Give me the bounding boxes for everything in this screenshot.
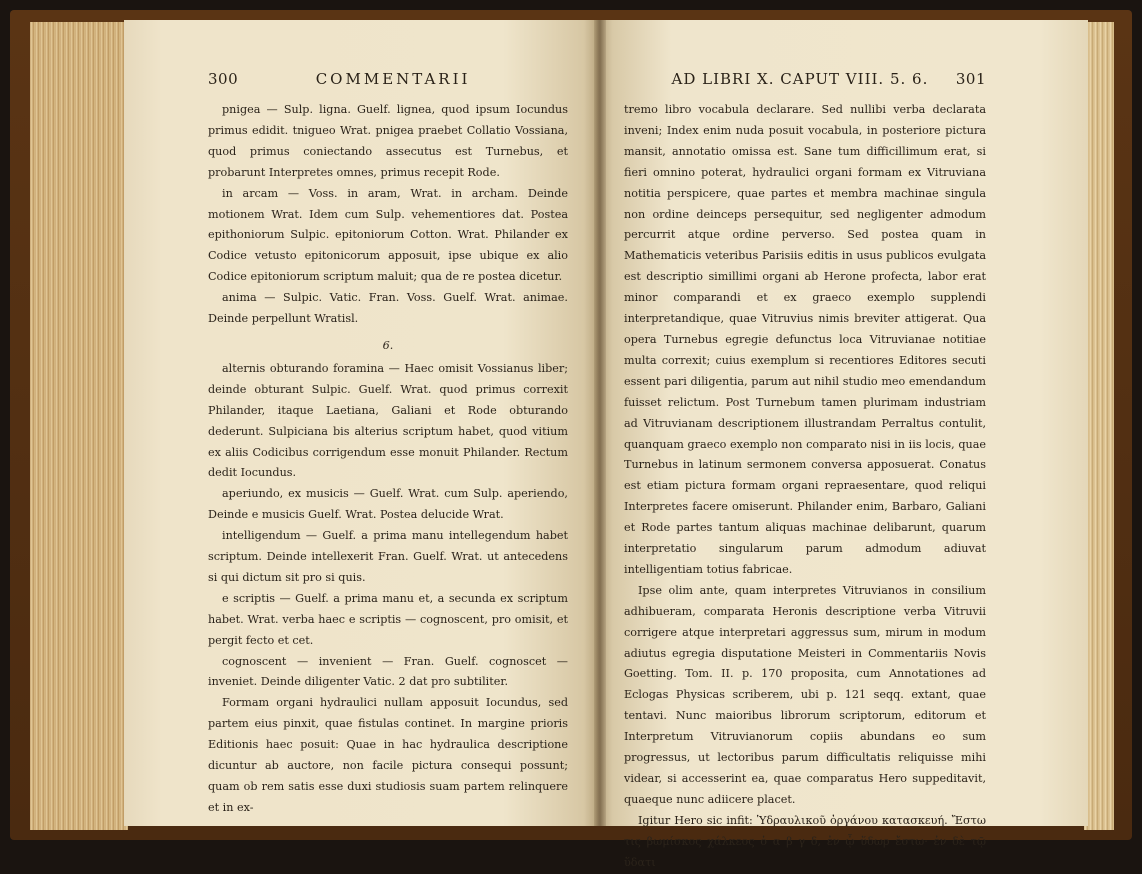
right-running-head: AD LIBRI X. CAPUT VIII. 5. 6. xyxy=(671,70,929,88)
left-page-header xyxy=(208,70,568,100)
right-page-number: 301 xyxy=(955,70,986,88)
paragraph: cognoscent — invenient — Fran. Guelf. cognoscet — inveniet. Deinde diligenter Vatic. 2 dat pro subtiliter. xyxy=(208,654,568,689)
right-page-edges xyxy=(1084,22,1114,830)
right-page-header xyxy=(624,70,986,100)
paragraph: Ipse olim ante, quam interpretes Vitruvianos in consilium adhibueram, comparata Heronis descriptione verba Vitruvii corrigere atque interpretari aggressus sum, mirum in modum adiutus egregia disputatione Meisteri in Commentariis Novis Goetting. Tom. II. p. 170 proposita, cum Annotationes ad Eclogas Physicas scriberem, ubi p. 121 seqq. extant, quae tentavi. Nunc maioribus librorum scriptorum, editorum et Interpretum Vitruvianorum copiis abundans eo sum progressus, ut lectoribus parum difficultatis reliquisse mihi videar, si accesserint ea, quae comparatus Hero suppeditavit, quaeque nunc adiicere placet. xyxy=(624,583,986,806)
left-page-edges xyxy=(30,22,128,830)
right-page-text xyxy=(624,100,986,874)
paragraph: Formam organi hydraulici nullam apposuit Iocundus, sed partem eius pinxit, quae fistulas continet. In margine prioris Editionis haec posuit: Quae in hac hydraulica descriptione dicuntur ab auctore, non facile pictura consequi possunt; quam ob rem satis esse duxi studiosis suam partem relinquere et in ex- xyxy=(208,696,568,814)
paragraph: tremo libro vocabula declarare. Sed nullibi verba declarata inveni; Index enim nuda posuit vocabula, in posteriore pictura mansit, annotatio omissa est. Sane tum difficillimum erat, si fieri omnino poterat, hydraulici organi formam ex Vitruviana notitia perspicere, quae partes et membra machinae singula non ordine deinceps persequitur, sed negligenter admodum percurrit atque ordine perverso. Sed postea quam in Mathematicis veteribus Parisiis editis in usus publicos evulgata est descriptio simillimi organi ab Herone profecta, labor erat minor comparandi et ex graeco exemplo supplendi interpretandique, quae Vitruvius nimis breviter attigerat. Qua opera Turnebus egregie defunctus loca Vitruvianae notitiae multa correxit; cuius exemplum si recentiores Editores secuti essent pari diligentia, parum aut nihil studio meo emendandum fuisset relictum. Post Turnebum tamen plurimam industriam ad Vitruvianam descriptionem illustrandam Perraltus contulit, quanquam graeco exemplo non comparato nisi in iis locis, quae Turnebus in latinum sermonem conversa apposuerat. Conatus est etiam pictura formam organi repraesentare, quod reliqui Interpretes facere omiserunt. Philander enim, Barbaro, Galiani et Rode partes tantum aliquas machinae delibarunt, quarum interpretatio singularum parum admodum adiuvat intelligentiam totius fabricae. xyxy=(624,103,986,576)
paragraph: alternis obturando foramina — Haec omisit Vossianus liber; deinde obturant Sulpic. Guelf. Wrat. quod primus correxit Philander, itaque Laetiana, Galiani et Rode obturando dederunt. Sulpiciana bis alterius scriptum habet, quod vitium ex aliis Codicibus corrigendum esse monuit Philander. Rectum dedit Iocundus. xyxy=(208,361,568,480)
section-number: 6. xyxy=(382,338,394,352)
paragraph: pnigea — Sulp. ligna. Guelf. lignea, quod ipsum Iocundus primus edidit. tnigueo Wrat. pnigea praebet Collatio Vossiana, quod primus coniectando assecutus est Turnebus, et probarunt Interpretes omnes, primus recepit Rode. xyxy=(208,103,568,179)
book-gutter xyxy=(594,20,606,826)
paragraph: intelligendum — Guelf. a prima manu intellegendum habet scriptum. Deinde intellexerit Fran. Guelf. Wrat. ut antecedens si qui dictum sit pro si quis. xyxy=(208,529,568,584)
paragraph: aperiundo, ex musicis — Guelf. Wrat. cum Sulp. aperiendo, Deinde e musicis Guelf. Wrat. Postea delucide Wrat. xyxy=(208,487,568,522)
left-page-text xyxy=(208,100,568,819)
paragraph: e scriptis — Guelf. a prima manu et, a secunda ex scriptum habet. Wrat. verba haec e scriptis — cognoscent, pro omisit, et pergit fecto et cet. xyxy=(208,591,568,647)
left-page xyxy=(124,20,598,826)
left-running-head: COMMENTARII xyxy=(315,70,471,88)
paragraph: in arcam — Voss. in aram, Wrat. in archam. Deinde motionem Wrat. Idem cum Sulp. vehementiores dat. Postea epithoniorum Sulpic. epitoniorum Cotton. Wrat. Philander ex Codice vetusto epitonicorum apposuit, ipse ubique ex alio Codice epitoniorum scriptum maluit; qua de re postea dicetur. xyxy=(208,186,568,284)
paragraph: Igitur Hero sic infit: Ὑδραυλικοῦ ὀργάνου κατασκευή. Ἔστω τις βωμίσκος χάλκεος ὁ α β γ δ, ἐν ᾧ ὕδωρ ἔστω· ἐν δὲ τῷ ὕδατι xyxy=(624,813,986,869)
left-page-number: 300 xyxy=(208,70,239,88)
right-page xyxy=(598,20,1088,869)
paragraph: anima — Sulpic. Vatic. Fran. Voss. Guelf. Wrat. animae. Deinde perpellunt Wratisl. xyxy=(208,291,568,326)
